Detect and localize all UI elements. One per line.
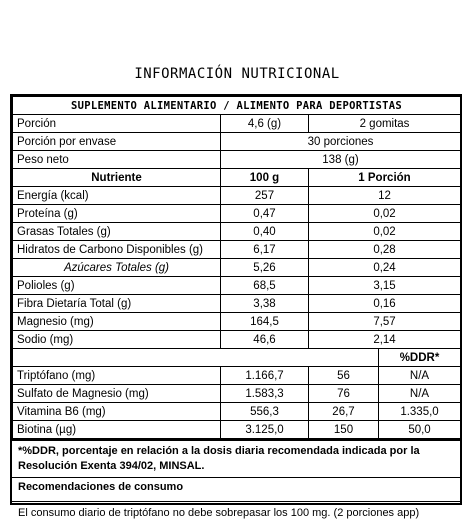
nutrient-name: Hidratos de Carbono Disponibles (g) — [13, 241, 221, 259]
table-row — [13, 133, 461, 151]
notes-section — [12, 439, 460, 524]
col-header: 1 Porción — [309, 169, 461, 187]
value-100g: 0,47 — [221, 205, 309, 223]
col-header: Nutriente — [13, 169, 221, 187]
nutrient-name: Sodio (mg) — [13, 331, 221, 349]
value-100g: 3.125,0 — [221, 421, 309, 439]
supplement-header: SUPLEMENTO ALIMENTARIO / ALIMENTO PARA DEPORTISTAS — [13, 97, 461, 115]
value-portion: 0,28 — [309, 241, 461, 259]
table-row — [13, 367, 461, 385]
nutrition-panel — [10, 94, 462, 519]
value-portion: 0,16 — [309, 295, 461, 313]
nutrient-name: Sulfato de Magnesio (mg) — [13, 385, 221, 403]
value-ddr: 50,0 — [379, 421, 461, 439]
table-row — [13, 313, 461, 331]
nutrient-name: Triptófano (mg) — [13, 367, 221, 385]
recommendations-text: El consumo diario de triptófano no debe sobrepasar los 100 mg. (2 porciones app) — [18, 507, 420, 519]
value-100g: 1.166,7 — [221, 367, 309, 385]
info-value: 30 porciones — [221, 133, 461, 151]
col-header: 100 g — [221, 169, 309, 187]
table-row — [13, 205, 461, 223]
nutrient-name: Energía (kcal) — [13, 187, 221, 205]
table-row — [13, 151, 461, 169]
value-100g: 164,5 — [221, 313, 309, 331]
value-ddr: 1.335,0 — [379, 403, 461, 421]
nutrient-name: Biotina (µg) — [13, 421, 221, 439]
value-ddr: N/A — [379, 367, 461, 385]
value-100g: 3,38 — [221, 295, 309, 313]
ddr-header-row — [13, 349, 461, 367]
info-value: 4,6 (g) — [221, 115, 309, 133]
nutrient-name: Proteína (g) — [13, 205, 221, 223]
value-portion: 76 — [309, 385, 379, 403]
info-label: Porción por envase — [13, 133, 221, 151]
nutrient-name: Fibra Dietaría Total (g) — [13, 295, 221, 313]
table-row — [13, 277, 461, 295]
value-100g: 6,17 — [221, 241, 309, 259]
info-value: 2 gomitas — [309, 115, 461, 133]
info-label: Porción — [13, 115, 221, 133]
nutrient-name: Polioles (g) — [13, 277, 221, 295]
value-100g: 68,5 — [221, 277, 309, 295]
info-label: Peso neto — [13, 151, 221, 169]
table-row — [13, 115, 461, 133]
table-row — [13, 187, 461, 205]
table-row — [13, 223, 461, 241]
nutrient-name: Azúcares Totales (g) — [13, 259, 221, 277]
footnote: *%DDR, porcentaje en relación a la dosis diaria recomendada indicada por la Resolución Exenta 394/02, MINSAL. — [12, 441, 460, 478]
page-title: INFORMACIÓN NUTRICIONAL — [134, 66, 340, 82]
nutrient-name: Vitamina B6 (mg) — [13, 403, 221, 421]
table-row — [13, 259, 461, 277]
value-portion: 12 — [309, 187, 461, 205]
value-portion: 150 — [309, 421, 379, 439]
value-portion: 0,02 — [309, 205, 461, 223]
value-portion: 3,15 — [309, 277, 461, 295]
table-row — [13, 331, 461, 349]
info-value: 138 (g) — [221, 151, 461, 169]
ddr-header: %DDR* — [379, 349, 461, 367]
value-portion: 2,14 — [309, 331, 461, 349]
value-100g: 5,26 — [221, 259, 309, 277]
value-portion: 0,24 — [309, 259, 461, 277]
value-100g: 46,6 — [221, 331, 309, 349]
table-row — [13, 241, 461, 259]
table-row — [13, 403, 461, 421]
table-row — [13, 295, 461, 313]
recommendations-title: Recomendaciones de consumo — [12, 478, 460, 502]
table-row — [13, 385, 461, 403]
value-ddr: N/A — [379, 385, 461, 403]
value-portion: 26,7 — [309, 403, 379, 421]
value-100g: 257 — [221, 187, 309, 205]
value-portion: 0,02 — [309, 223, 461, 241]
value-100g: 0,40 — [221, 223, 309, 241]
nutrition-table — [12, 96, 461, 439]
nutrient-name: Grasas Totales (g) — [13, 223, 221, 241]
table-row — [13, 421, 461, 439]
nutrient-header-row — [13, 169, 461, 187]
value-portion: 7,57 — [309, 313, 461, 331]
value-100g: 556,3 — [221, 403, 309, 421]
value-portion: 56 — [309, 367, 379, 385]
value-100g: 1.583,3 — [221, 385, 309, 403]
nutrient-name: Magnesio (mg) — [13, 313, 221, 331]
